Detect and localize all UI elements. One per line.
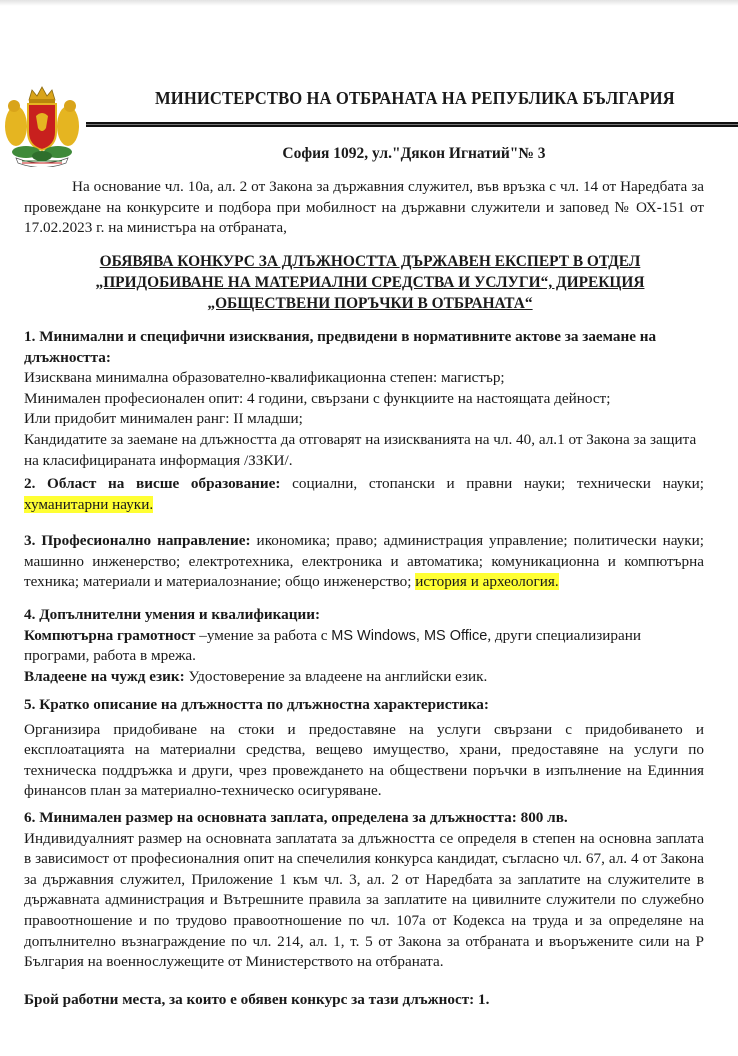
section-text: икономика; право; администрация управление; политически науки; машинно инженерство; електротехника, електроника и автоматика; комуникационна и компютърна техника; материали и материалознание; общо инженерство; [24,532,705,591]
announcement-line: ОБЯВЯВА КОНКУРС ЗА ДЛЪЖНОСТТА ДЪРЖАВЕН ЕКСПЕРТ В ОТДЕЛ [99,253,641,270]
computer-skills-text: , други специализирани програми, работа в мрежа. [24,626,641,665]
language-label: Владеене на чужд език: [24,667,185,685]
section-title: 6. Минимален размер на основната заплата, определена за длъжността: 800 лв. [24,809,568,826]
section-title: 4. Допълнителни умения и квалификации: [24,606,321,623]
header-divider [86,122,738,127]
requirement-line: Или придобит минимален ранг: II младши; [24,410,303,428]
section-title: 2. Област на висше образование: [24,475,281,492]
section-text: социални, стопански и правни науки; технически науки; [280,475,705,492]
software-names: MS Windows, MS Office [331,627,488,644]
announcement-title [60,251,680,314]
section-salary [24,808,704,973]
section-education-field [24,474,704,515]
section-additional-skills [24,605,704,687]
section-job-description [24,695,704,802]
language-text: Удостоверение за владеене на английски език. [184,667,488,685]
ministry-title: МИНИСТЕРСТВО НА ОТБРАНАТА НА РЕПУБЛИКА БЪЛГАРИЯ [155,88,675,108]
intro-paragraph: На основание чл. 10а, ал. 2 от Закона за държавния служител, във връзка с чл. 14 от Наредбата за провеждане на конкурсите и подбора при мобилност на държавни служители и заповед № ОХ-151 от 17.02.2023 г. на министъра на отбраната, [24,178,704,237]
requirement-line: Кандидатите за заемане на длъжността да отговарят на изискванията на чл. 40, ал.1 от Закона за защита на класифицираната информация /ЗЗКИ/. [24,430,697,469]
requirement-line: Минимален професионален опит: 4 години, свързани с функциите на настоящата дейност; [24,389,611,407]
highlighted-text: история и археология. [415,573,559,591]
section-text: Организира придобиване на стоки и предоставяне на услуги свързани с придобиването и експлоатацията на материални средства, вещево имущество, храни, предоставяне на услуги по техническа поддръжка и други, чрез провеждането на обществени поръчки в изпълнение на Единния финансов план за материално-техническо осигуряване. [24,720,704,800]
highlighted-text: хуманитарни науки. [24,495,154,513]
section-requirements [24,327,704,471]
section-professional-field [24,531,704,593]
requirement-line: Изисквана минимална образователно-квалификационна степен: магистър; [24,369,505,387]
section-title: 1. Минимални и специфични изисквания, предвидени в нормативните актове за заемане на длъжността: [24,328,657,366]
address: София 1092, ул."Дякон Игнатий"№ 3 [282,145,546,162]
language-skills [24,667,704,688]
section-title: 3. Професионално направление: [24,532,251,549]
computer-skills-text: –умение за работа с [195,626,332,644]
computer-skills [24,626,704,667]
section-title: 5. Кратко описание на длъжността по длъжностна характеристика: [24,696,489,713]
announcement-line: „ПРИДОБИВАНЕ НА МАТЕРИАЛНИ СРЕДСТВА И УСЛУГИ“, ДИРЕКЦИЯ [95,274,645,291]
section-text: Индивидуалният размер на основната заплатата за длъжността се определя в степен на основна заплата в зависимост от професионалния опит на спечелилия конкурса кандидат, съгласно чл. 67, ал. 4 от Закона за държавния служител, Приложение 1 към чл. 3, ал. 2 от Наредбата за заплатите на служителите в държавната администрация и Вътрешните правила за заплатите на цивилните служители по служебно правоотношение и по трудово правоотношение по чл. 107а от Кодекса на труда и за определяне на допълнително възнаграждение по чл. 214, ал. 1, т. 5 от Закона за отбраната и въоръжените сили на Р България на военнослужещите от Министерството на отбраната. [24,829,704,971]
positions-count: Брой работни места, за които е обявен конкурс за тази длъжност: 1. [24,991,490,1008]
top-edge-shadow [0,0,738,6]
announcement-line: „ОБЩЕСТВЕНИ ПОРЪЧКИ В ОТБРАНАТА“ [207,295,533,312]
computer-skills-label: Компютърна грамотност [24,626,196,644]
